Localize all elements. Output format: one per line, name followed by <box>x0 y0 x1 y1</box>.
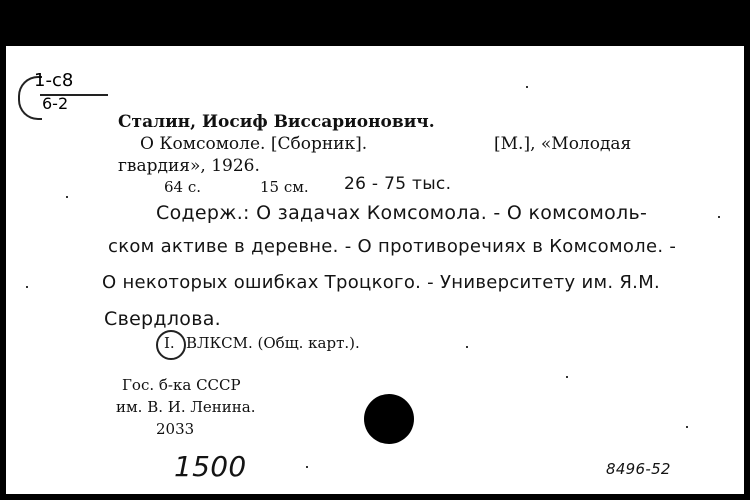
handwritten-number: 1500 <box>174 450 247 483</box>
publisher-line-1: [М.], «Молодая <box>494 134 632 154</box>
print-run: 26 - 75 тыс. <box>344 174 452 194</box>
scan-speck <box>566 376 568 378</box>
library-line-2: им. В. И. Ленина. <box>116 398 256 416</box>
scan-speck <box>526 86 528 88</box>
bottom-code: 8496-52 <box>606 460 671 478</box>
contents-line-3: О некоторых ошибках Троцкого. - Университету им. Я.М. <box>102 272 661 293</box>
subject-number: I. <box>164 334 175 352</box>
contents-line-4: Свердлова. <box>104 308 221 330</box>
punch-hole <box>364 394 414 444</box>
scan-speck <box>466 346 468 348</box>
scan-speck <box>306 466 308 468</box>
pages: 64 с. <box>164 178 202 196</box>
contents-line-1: Содерж.: О задачах Комсомола. - О комсомоль- <box>156 202 648 224</box>
author-heading: Сталин, Иосиф Виссарионович. <box>118 112 435 132</box>
library-line-1: Гос. б-ка СССР <box>122 376 241 394</box>
scan-speck <box>686 426 688 428</box>
title-line: О Комсомоле. [Сборник]. <box>140 134 368 154</box>
scan-speck <box>66 196 68 198</box>
catalog-card <box>6 46 744 494</box>
scan-speck <box>718 216 720 218</box>
size: 15 см. <box>260 178 309 196</box>
publisher-line-2: гвардия», 1926. <box>118 156 260 176</box>
subject-heading: ВЛКСМ. (Общ. карт.). <box>186 334 360 352</box>
scan-speck <box>26 286 28 288</box>
library-line-3: 2033 <box>156 420 195 438</box>
call-number-line1: 1-c8 <box>34 70 74 91</box>
call-number-line2: 6-2 <box>42 94 69 113</box>
contents-line-2: ском активе в деревне. - О противоречиях в Комсомоле. - <box>108 236 677 257</box>
